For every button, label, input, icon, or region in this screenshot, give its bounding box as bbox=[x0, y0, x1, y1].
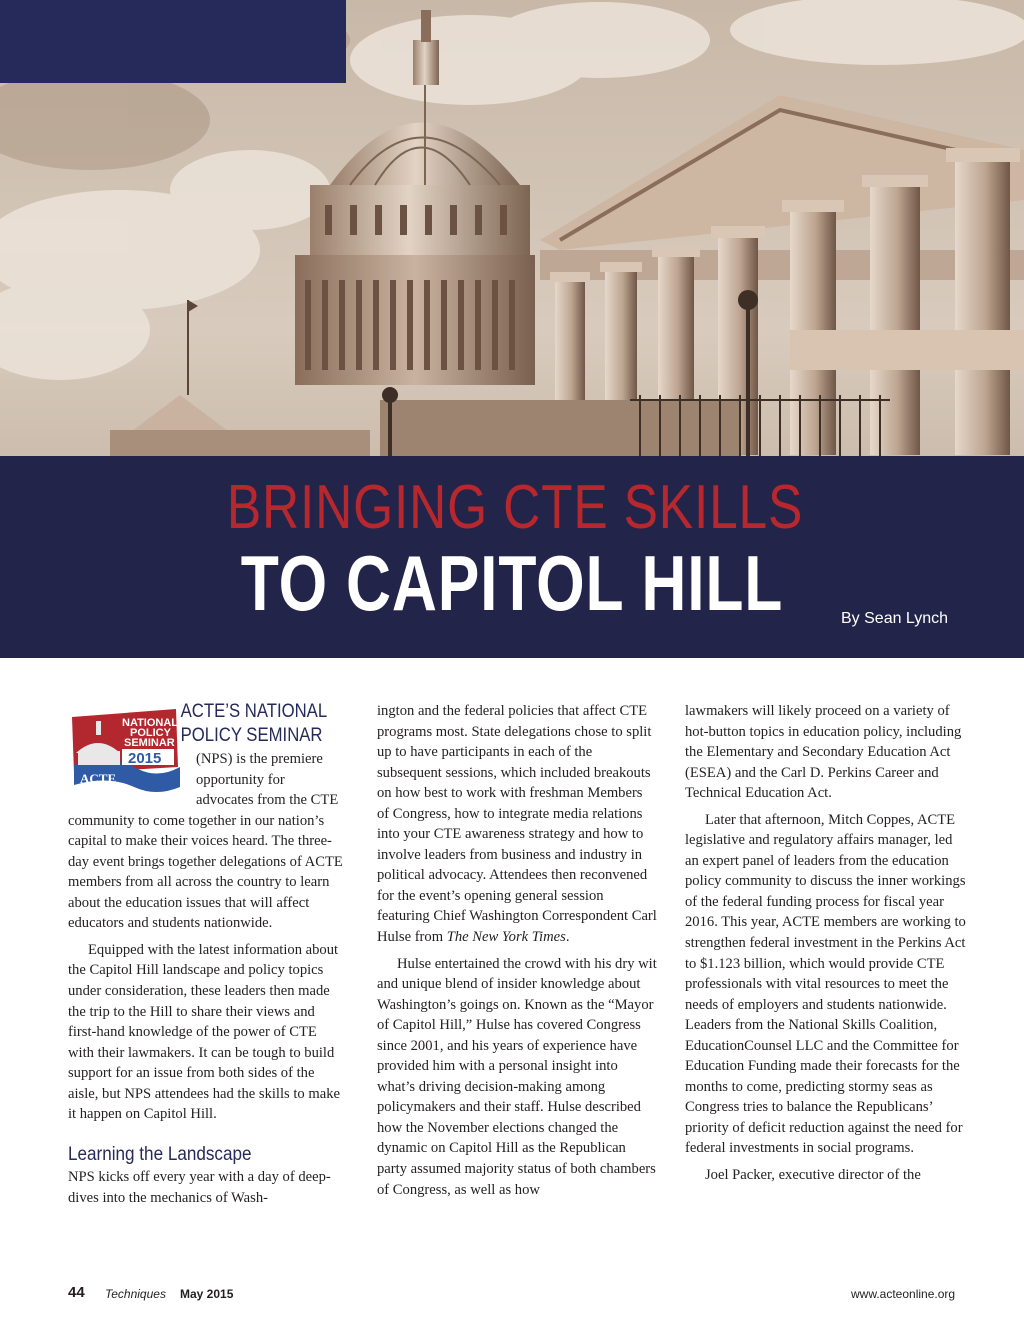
logo-text-policy: POLICY bbox=[130, 727, 171, 739]
article-column-2 bbox=[377, 701, 657, 1200]
website-link[interactable]: www.acteonline.org bbox=[851, 1287, 956, 1301]
paragraph-hulse-start: Hulse entertained the crowd with his dry wit and unique blend of insider knowledge about Washington’s goings on. Known as the “Mayor of Capitol Hill,” Hulse has covered Congress since 2001, and his years of experience have provided him with a personal insight into what’s driving decision-making among policymakers and their staff. Hulse described how the November elections changed the dynamic on Capitol Hill as the Republican party assumed majority status of both chambers of Congress, as well as how bbox=[377, 955, 657, 1198]
article-column-3 bbox=[685, 701, 967, 1186]
logo-text-national: NATIONAL bbox=[122, 717, 179, 729]
paragraph-equipped: Equipped with the latest information about the Capitol Hill landscape and policy topics under consideration, these leaders then made the trip to the Hill to share their views and first-hand knowledge of the power of CTE with their lawmakers. It can be tough to build support for an issue from both sides of the aisle, but NPS attendees had the skills to make it happen on Capitol Hill. bbox=[68, 941, 340, 1123]
paragraph-period: . bbox=[565, 929, 570, 946]
logo-text-year: 2015 bbox=[128, 750, 162, 767]
headline-line-2: TO CAPITOL HILL bbox=[240, 539, 784, 627]
paragraph-later-that-afternoon: Later that afternoon, Mitch Coppes, ACTE legislative and regulatory affairs manager, led an expert panel of leaders from the education policy community to discuss the inner workings of the federal funding process for fiscal year 2016. This year, ACTE members are working to strengthen federal investment in the Perkins Act to $1.123 billion, which would provide CTE professionals with vital resources to meet the needs of employers and students nationwide. Leaders from the National Skills Coalition, EducationCounsel LLC and the Committee for Education Funding made their forecasts for the months to come, predicting stormy seas as Congress tries to balance the Republicans’ priority of deficit reduction against the need for federal investments in social programs. bbox=[685, 811, 966, 1157]
logo-text-acte: ACTE bbox=[80, 771, 117, 786]
subhead-learning-landscape: Learning the Landscape bbox=[68, 1143, 252, 1165]
paragraph-text: ington and the federal policies that affect CTE programs most. State delegations chose to split up to have participants in each of the subsequent sessions, which included breakouts on how best to work with freshman Members of Congress, how to integrate media relations into your CTE awareness strategy and how to involve leaders from business and industry in political advocacy. Attendees then reconvened for the event’s opening general session featuring Chief Washington Correspondent Carl Hulse from bbox=[377, 703, 657, 946]
logo-text-seminar: SEMINAR bbox=[124, 737, 175, 749]
feature-section-tab bbox=[0, 0, 346, 83]
magazine-name: Techniques bbox=[105, 1287, 166, 1301]
paragraph-intro: (NPS) is the premiere opportunity for advocates from the CTE community to come together in our nation’s capital to make their voices heard. The three-day event brings together delegations of ACTE members from all across the country to learn about the education issues that will affect educators and students nationwide. bbox=[68, 751, 343, 932]
byline: By Sean Lynch bbox=[841, 610, 949, 627]
lead-head-line-2: POLICY SEMINAR bbox=[180, 725, 323, 746]
issue-date: May 2015 bbox=[180, 1287, 234, 1301]
lead-head-line-1: ACTE’S NATIONAL bbox=[180, 701, 328, 722]
paragraph-joel-packer: Joel Packer, executive director of the bbox=[705, 1167, 921, 1184]
publication-name: The New York Times bbox=[446, 929, 566, 946]
article-column-1 bbox=[68, 701, 344, 1208]
paragraph-nps-kicks-off-cont bbox=[377, 701, 657, 948]
page-number: 44 bbox=[68, 1284, 85, 1301]
paragraph-hulse-cont: lawmakers will likely proceed on a variety of hot-button topics in education policy, including the Elementary and Secondary Education Act (ESEA) and the Carl D. Perkins Career and Technical Education Act. bbox=[685, 703, 962, 802]
headline-line-1: BRINGING CTE SKILLS bbox=[226, 473, 804, 542]
paragraph-nps-kicks-off-start: NPS kicks off every year with a day of deep-dives into the mechanics of Wash- bbox=[68, 1169, 331, 1206]
